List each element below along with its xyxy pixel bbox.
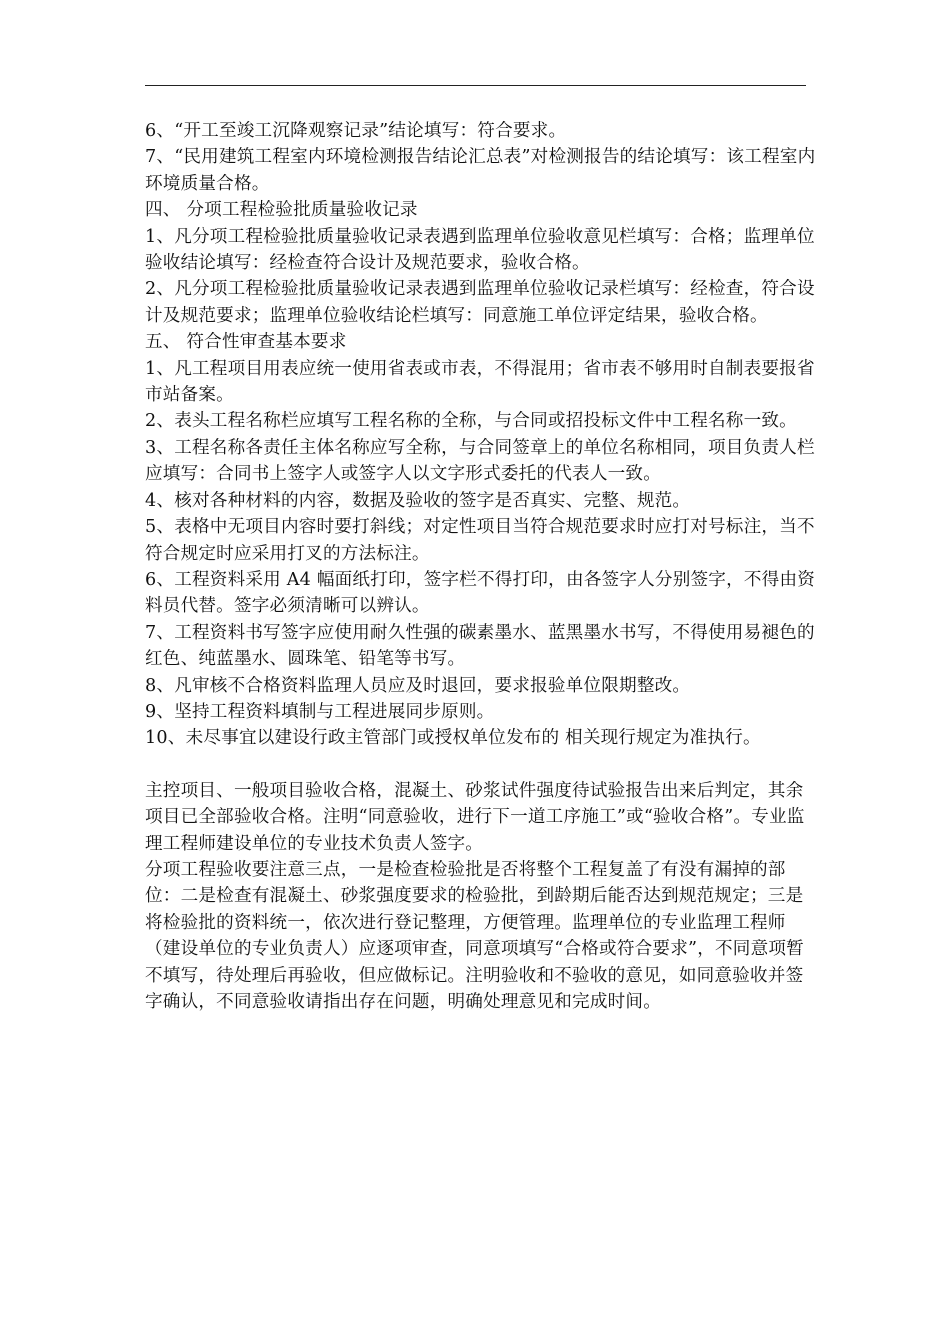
- paragraph: 6、“开工至竣工沉降观察记录”结论填写：符合要求。: [145, 121, 567, 141]
- section-heading: 五、 符合性审查基本要求: [145, 332, 347, 353]
- paragraph: 2、凡分项工程检验批质量验收记录表遇到监理单位验收记录栏填写：经检查，符合设计及规范要求；监理单位验收结论栏填写：同意施工单位评定结果，验收合格。: [145, 279, 815, 326]
- header-rule: [145, 85, 806, 86]
- blank-line: [145, 752, 817, 778]
- paragraph: 7、工程资料书写签字应使用耐久性强的碳素墨水、蓝黑墨水书写，不得使用易褪色的红色、纯蓝墨水、圆珠笔、铅笔等书写。: [145, 622, 815, 670]
- paragraph: 5、表格中无项目内容时要打斜线；对定性项目当符合规范要求时应打对号标注，当不符合规定时应采用打叉的方法标注。: [145, 517, 815, 564]
- paragraph: 1、凡分项工程检验批质量验收记录表遇到监理单位验收意见栏填写：合格；监理单位验收结论填写：经检查符合设计及规范要求，验收合格。: [145, 226, 815, 274]
- paragraph: 8、凡审核不合格资料监理人员应及时退回，要求报验单位限期整改。: [145, 675, 691, 696]
- document-body: [145, 118, 817, 1015]
- paragraph: 1、凡工程项目用表应统一使用省表或市表，不得混用；省市表不够用时自制表要报省市站备案。: [145, 358, 815, 406]
- paragraph: 分项工程验收要注意三点，一是检查检验批是否将整个工程复盖了有没有漏掉的部位：二是检查有混凝土、砂浆强度要求的检验批，到龄期后能否达到规范规定；三是将检验批的资料统一，依次进行登记整理，方便管理。监理单位的专业监理工程师（建设单位的专业负责人）应逐项审查，同意项填写“合格或符合要求”，不同意项暂不填写，待处理后再验收，但应做标记。注明验收和不验收的意见，如同意验收并签字确认，不同意验收请指出存在问题，明确处理意见和完成时间。: [145, 859, 804, 1012]
- paragraph: 7、“民用建筑工程室内环境检测报告结论汇总表”对检测报告的结论填写：该工程室内环境质量合格。: [145, 147, 816, 194]
- paragraph: 10、未尽事宜以建设行政主管部门或授权单位发布的 相关现行规定为准执行。: [145, 728, 761, 749]
- paragraph: 3、工程名称各责任主体名称应写全称，与合同签章上的单位名称相同，项目负责人栏应填写：合同书上签字人或签字人以文字形式委托的代表人一致。: [145, 437, 815, 485]
- paragraph: 主控项目、一般项目验收合格，混凝土、砂浆试件强度待试验报告出来后判定，其余项目已全部验收合格。注明“同意验收，进行下一道工序施工”或“验收合格”。专业监理工程师建设单位的专业技术负责人签字。: [145, 780, 805, 854]
- paragraph: 6、工程资料采用 A4 幅面纸打印，签字栏不得打印，由各签字人分别签字，不得由资料员代替。签字必须清晰可以辨认。: [145, 569, 816, 617]
- paragraph: 2、表头工程名称栏应填写工程名称的全称，与合同或招投标文件中工程名称一致。: [145, 411, 797, 432]
- paragraph: 9、坚持工程资料填制与工程进展同步原则。: [145, 701, 495, 722]
- section-heading: 四、 分项工程检验批质量验收记录: [145, 200, 418, 221]
- paragraph: 4、核对各种材料的内容，数据及验收的签字是否真实、完整、规范。: [145, 490, 691, 511]
